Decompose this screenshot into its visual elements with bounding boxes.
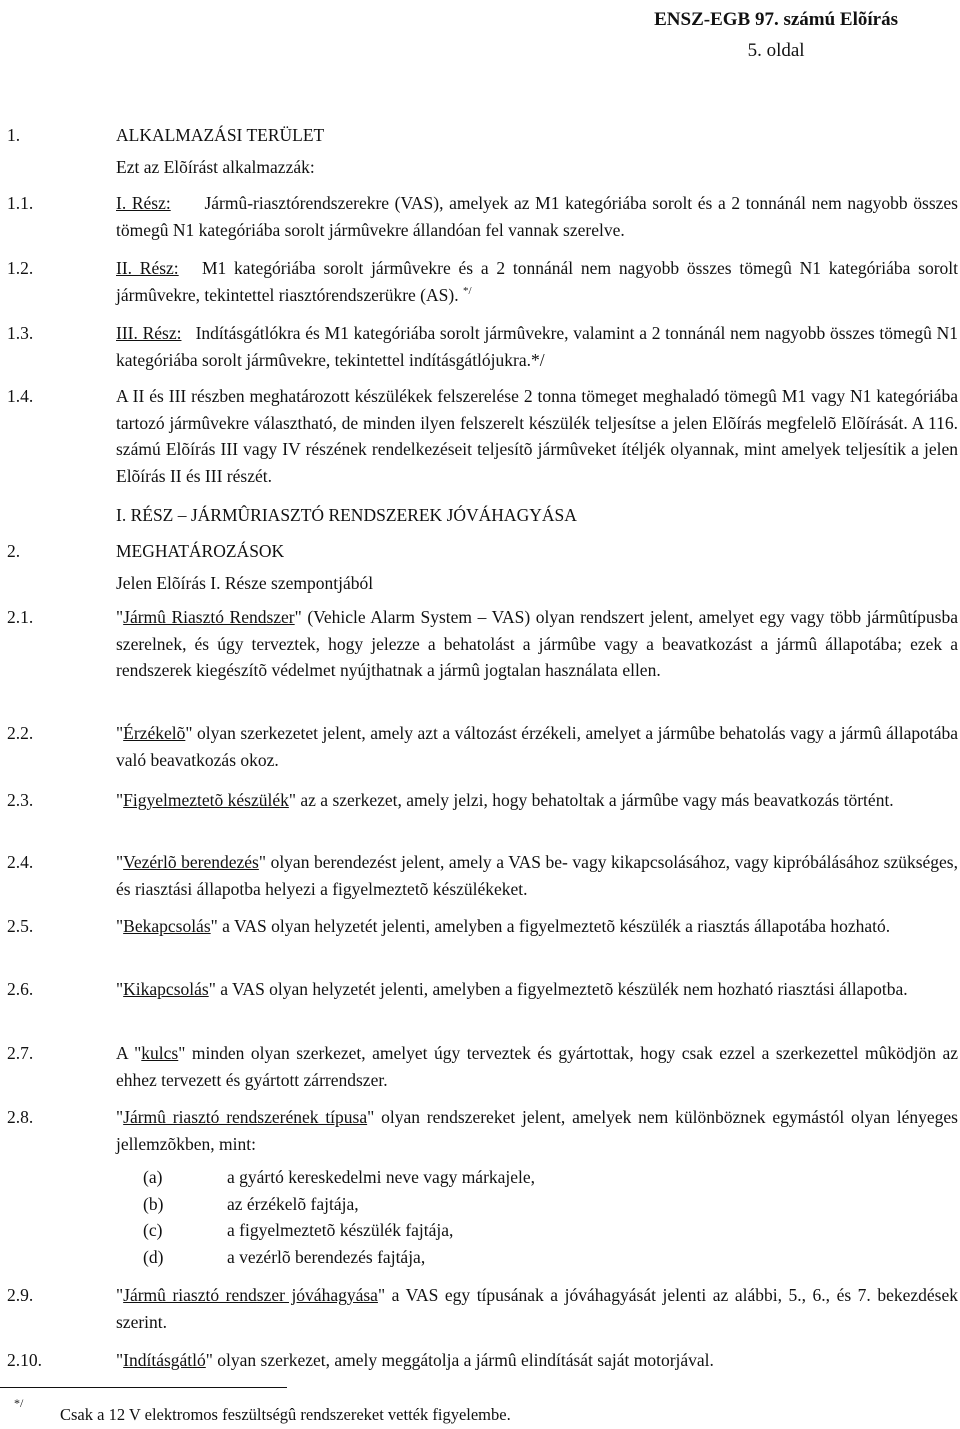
page-header bbox=[654, 4, 898, 66]
list-item bbox=[143, 1217, 960, 1244]
paragraph-body: Jármû-riasztórendszerekre (VAS), amelyek az M1 kategóriába sorolt és a 2 tonnánál nem nagyobb összes tömegû N1 kategóriába sorolt jármûvekre állandóan fel vannak szerelve. bbox=[116, 193, 958, 240]
quote-open: " bbox=[116, 1285, 124, 1305]
defined-term: Vezérlõ berendezés bbox=[123, 852, 259, 872]
defined-term: Jármû riasztó rendszer jóváhagyása bbox=[123, 1285, 378, 1305]
defined-term: Jármû Riasztó Rendszer bbox=[123, 607, 295, 627]
list-text: a figyelmeztetõ készülék fajtája, bbox=[227, 1220, 454, 1240]
definition-number: 2.3. bbox=[7, 790, 34, 810]
footnote-mark: */ bbox=[14, 1396, 24, 1410]
paragraph-body: M1 kategóriába sorolt jármûvekre és a 2 tonnánál nem nagyobb összes tömegû N1 kategóriába sorolt jármûvekre, tekintettel riasztórendszerükre (AS). bbox=[116, 258, 958, 305]
definition-body: " (Vehicle Alarm System – VAS) olyan rendszert jelent, amelyet egy vagy több jármûtípusba szerelnek, és úgy terveztek, hogy jelezze a behatolást a jármûbe vagy a beavatkozást a jármû állapotába; ezek a rendszerek kiegészítõ védelmet nyújthatnak a jármû jogtalan használata ellen. bbox=[116, 607, 958, 680]
paragraph-number: 1.1. bbox=[7, 193, 34, 213]
list-text: a gyártó kereskedelmi neve vagy márkajele, bbox=[227, 1167, 536, 1187]
intro-text: Jelen Elõírás I. Része szempontjából bbox=[116, 573, 374, 593]
paragraph-number: 1.4. bbox=[7, 386, 34, 406]
definition-text bbox=[116, 604, 958, 684]
footnote-text: Csak a 12 V elektromos feszültségû rendszereket vették figyelembe. bbox=[60, 1405, 511, 1424]
paragraph-body: Indításgátlókra és M1 kategóriába sorolt jármûvekre, valamint a 2 tonnánál nem nagyobb összes tömegû N1 kategóriába sorolt jármûvekre, tekintettel indításgátlójukra.*/ bbox=[116, 323, 958, 370]
definition-body: " olyan rendszereket jelent, amelyek nem különböznek egymástól olyan lényeges jellemzõkben, mint: bbox=[116, 1107, 958, 1154]
definition-number: 2.5. bbox=[7, 916, 34, 936]
definition-number: 2.6. bbox=[7, 979, 34, 999]
definition-number: 2.9. bbox=[7, 1285, 34, 1305]
paragraph-number: 1.3. bbox=[7, 323, 34, 343]
list-item bbox=[143, 1191, 960, 1218]
list-label: (c) bbox=[143, 1220, 163, 1240]
page-number: 5. oldal bbox=[747, 40, 805, 61]
defined-term: kulcs bbox=[141, 1043, 179, 1063]
quote-open: " bbox=[116, 1107, 124, 1127]
section-title: MEGHATÁROZÁSOK bbox=[116, 541, 285, 561]
list-text: a vezérlõ berendezés fajtája, bbox=[227, 1246, 426, 1267]
defined-term: Jármû riasztó rendszerének típusa bbox=[123, 1107, 368, 1127]
list-item bbox=[143, 1244, 960, 1271]
definition-body: " az a szerkezet, amely jelzi, hogy behatoltak a jármûbe vagy más beavatkozás történt. bbox=[288, 790, 894, 810]
list-label: (d) bbox=[143, 1246, 164, 1267]
list-label: (a) bbox=[143, 1167, 163, 1187]
definition-number: 2.2. bbox=[7, 723, 34, 743]
list-text: az érzékelõ fajtája, bbox=[227, 1193, 359, 1214]
definition-number: 2.1. bbox=[7, 607, 34, 627]
quote-open: A " bbox=[116, 1043, 142, 1063]
paragraph-text bbox=[116, 255, 958, 308]
definition-text bbox=[116, 787, 958, 814]
quote-open: " bbox=[116, 790, 124, 810]
paragraph-text bbox=[116, 320, 958, 373]
part-label: II. Rész: bbox=[116, 258, 179, 278]
definition-body: " olyan szerkezetet jelent, amely azt a változást érzékeli, amelyet a jármûbe behatolás vagy a jármû állapotába való beavatkozás okoz. bbox=[116, 723, 958, 770]
quote-open: " bbox=[116, 1350, 124, 1370]
quote-open: " bbox=[116, 607, 124, 627]
definition-number: 2.7. bbox=[7, 1043, 34, 1063]
definition-text bbox=[116, 1347, 958, 1374]
part-title: I. RÉSZ – JÁRMÛRIASZTÓ RENDSZEREK JÓVÁHAGYÁSA bbox=[116, 505, 577, 525]
definition-text bbox=[116, 976, 958, 1003]
characteristics-list bbox=[143, 1164, 960, 1270]
definition-text bbox=[116, 849, 958, 902]
footnote-mark: */ bbox=[462, 284, 472, 297]
paragraph-body: A II és III részben meghatározott készülékek felszerelése 2 tonna tömeget meghaladó tömegû M1 vagy N1 kategóriába tartozó jármûvekre választható, de minden ilyen felszerelt készülék teljesítse a jelen Elõírás megfelelõ Elõírását. A 116. számú Elõírás III vagy IV részének rendelkezéseit teljesítõ jármûveket ítéljék olyannak, mint amelyek teljesítik a jelen Elõírás II és III részét. bbox=[116, 386, 958, 486]
definition-number: 2.4. bbox=[7, 852, 34, 872]
defined-term: Indításgátló bbox=[123, 1350, 206, 1370]
definition-body: " a VAS egy típusának a jóváhagyását jelenti az alábbi, 5., 6., és 7. bekezdések szerint. bbox=[116, 1285, 958, 1332]
paragraph-text bbox=[116, 190, 958, 243]
definition-number: 2.10. bbox=[7, 1350, 42, 1370]
definition-body: " olyan szerkezet, amely meggátolja a jármû elindítását saját motorjával. bbox=[205, 1350, 714, 1370]
defined-term: Kikapcsolás bbox=[123, 979, 209, 999]
definition-body: " olyan berendezést jelent, amely a VAS be- vagy kikapcsolásához, vagy kipróbálásához szükséges, és riasztási állapotba helyezi a figyelmeztetõ készülékeket. bbox=[116, 852, 958, 899]
quote-open: " bbox=[116, 916, 124, 936]
list-label: (b) bbox=[143, 1193, 164, 1214]
defined-term: Érzékelõ bbox=[123, 723, 186, 743]
defined-term: Figyelmeztetõ készülék bbox=[123, 790, 289, 810]
quote-open: " bbox=[116, 979, 124, 999]
paragraph-number: 1.2. bbox=[7, 258, 34, 278]
definition-text bbox=[116, 1040, 958, 1093]
definition-number: 2.8. bbox=[7, 1107, 34, 1127]
definition-body: " minden olyan szerkezet, amelyet úgy terveztek és gyártottak, hogy csak ezzel a szerkezettel mûködjön az ehhez tervezett és gyártott zárrendszer. bbox=[116, 1043, 958, 1090]
footnote-separator bbox=[0, 1387, 287, 1388]
definition-body: " a VAS olyan helyzetét jelenti, amelyben a figyelmeztetõ készülék nem hozható riasztási állapotba. bbox=[208, 979, 908, 999]
definition-text bbox=[116, 1104, 958, 1157]
part-label: I. Rész: bbox=[116, 193, 171, 213]
intro-text: Ezt az Elõírást alkalmazzák: bbox=[116, 157, 315, 177]
section-number: 2. bbox=[7, 541, 21, 561]
part-label: III. Rész: bbox=[116, 323, 182, 343]
definition-text bbox=[116, 720, 958, 773]
definition-text bbox=[116, 913, 958, 940]
section-number: 1. bbox=[7, 125, 21, 145]
quote-open: " bbox=[116, 723, 124, 743]
section-title: ALKALMAZÁSI TERÜLET bbox=[116, 125, 325, 145]
definition-text bbox=[116, 1282, 958, 1335]
list-item bbox=[143, 1164, 960, 1191]
document-title: ENSZ-EGB 97. számú Elõírás bbox=[654, 9, 898, 30]
quote-open: " bbox=[116, 852, 124, 872]
defined-term: Bekapcsolás bbox=[123, 916, 211, 936]
definition-body: " a VAS olyan helyzetét jelenti, amelyben a figyelmeztetõ készülék a riasztás állapotába hozható. bbox=[210, 916, 891, 936]
